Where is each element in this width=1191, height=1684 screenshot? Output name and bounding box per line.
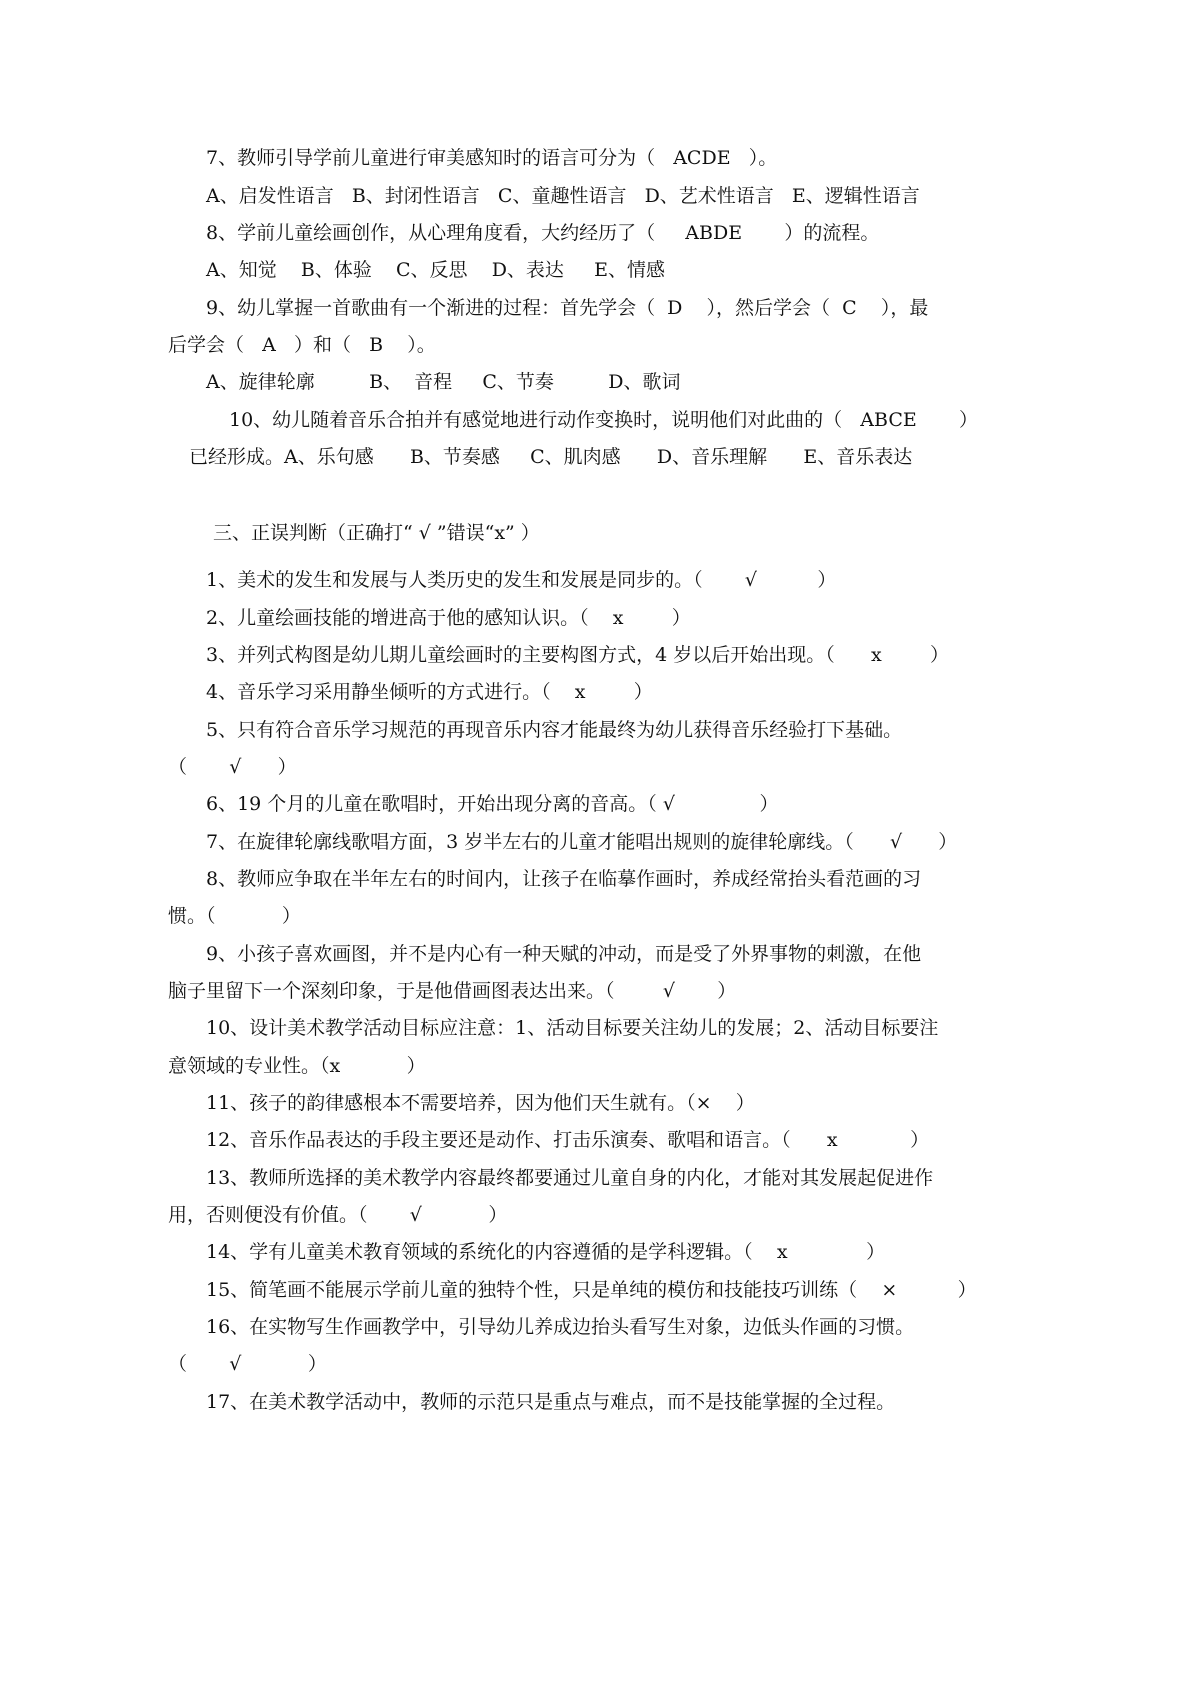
judgement-6: 6、19 个月的儿童在歌唱时，开始出现分离的音高。（ √ ） (206, 793, 779, 815)
judgement-14: 14、学有儿童美术教育领域的系统化的内容遵循的是学科逻辑。（ x ） (206, 1241, 886, 1263)
judgement-3: 3、并列式构图是幼儿期儿童绘画时的主要构图方式，4 岁以后开始出现。（ x ） (206, 644, 949, 666)
question-7-options: A、启发性语言 B、封闭性语言 C、童趣性语言 D、艺术性语言 E、逻辑性语言 (206, 185, 920, 207)
question-9-choice: 9、幼儿掌握一首歌曲有一个渐进的过程：首先学会（ D ），然后学会（ C ），最 (206, 297, 929, 319)
judgement-4: 4、音乐学习采用静坐倾听的方式进行。（ x ） (206, 681, 653, 703)
judgement-1: 1、美术的发生和发展与人类历史的发生和发展是同步的。（ √ ） (206, 569, 837, 591)
judgement-7: 7、在旋律轮廓线歌唱方面，3 岁半左右的儿童才能唱出规则的旋律轮廓线。（ √ ） (206, 831, 958, 853)
judgement-2: 2、儿童绘画技能的增进高于他的感知认识。（ x ） (206, 607, 691, 629)
judgement-9: 9、小孩子喜欢画图，并不是内心有一种天赋的冲动，而是受了外界事物的刺激，在他 (206, 943, 922, 965)
question-7-choice: 7、教师引导学前儿童进行审美感知时的语言可分为（ ACDE ）。 (206, 147, 778, 169)
question-9-choice-cont: 后学会（ A ）和（ B ）。 (168, 334, 436, 356)
judgement-9-cont: 脑子里留下一个深刻印象，于是他借画图表达出来。（ √ ） (168, 980, 737, 1002)
judgement-13: 13、教师所选择的美术教学内容最终都要通过儿童自身的内化，才能对其发展起促进作 (206, 1167, 934, 1189)
judgement-5: 5、只有符合音乐学习规范的再现音乐内容才能最终为幼儿获得音乐经验打下基础。 (206, 719, 903, 741)
question-10-choice: 10、幼儿随着音乐合拍并有感觉地进行动作变换时，说明他们对此曲的（ ABCE ） (229, 409, 979, 431)
judgement-15: 15、简笔画不能展示学前儿童的独特个性，只是单纯的模仿和技能技巧训练（ × ） (206, 1279, 977, 1301)
question-8-choice: 8、学前儿童绘画创作，从心理角度看，大约经历了（ ABDE ）的流程。 (206, 222, 880, 244)
question-9-options: A、旋律轮廓 B、 音程 C、节奏 D、歌词 (206, 371, 681, 393)
question-8-options: A、知觉 B、体验 C、反思 D、表达 E、情感 (206, 259, 665, 281)
judgement-5-cont: （ √ ） (168, 756, 297, 778)
judgement-8-cont: 惯。（ ） (168, 905, 301, 927)
judgement-11: 11、孩子的韵律感根本不需要培养，因为他们天生就有。（× ） (206, 1092, 755, 1114)
judgement-12: 12、音乐作品表达的手段主要还是动作、打击乐演奏、歌唱和语言。（ x ） (206, 1129, 930, 1151)
judgement-10: 10、设计美术教学活动目标应注意：1、活动目标要关注幼儿的发展；2、活动目标要注 (206, 1017, 939, 1039)
judgement-10-cont: 意领域的专业性。（x ） (168, 1055, 426, 1077)
judgement-16: 16、在实物写生作画教学中，引导幼儿养成边抬头看写生对象，边低头作画的习惯。 (206, 1316, 915, 1338)
section-heading: 三、正误判断（正确打“ √ ”错误“x” ） (213, 522, 540, 544)
question-10-options: 已经形成。A、乐句感 B、节奏感 C、肌肉感 D、音乐理解 E、音乐表达 (189, 446, 913, 468)
judgement-8: 8、教师应争取在半年左右的时间内，让孩子在临摹作画时，养成经常抬头看范画的习 (206, 868, 922, 890)
judgement-17: 17、在美术教学活动中，教师的示范只是重点与难点，而不是技能掌握的全过程。 (206, 1391, 896, 1413)
judgement-16-cont: （ √ ） (168, 1353, 327, 1375)
judgement-13-cont: 用，否则便没有价值。（ √ ） (168, 1204, 508, 1226)
